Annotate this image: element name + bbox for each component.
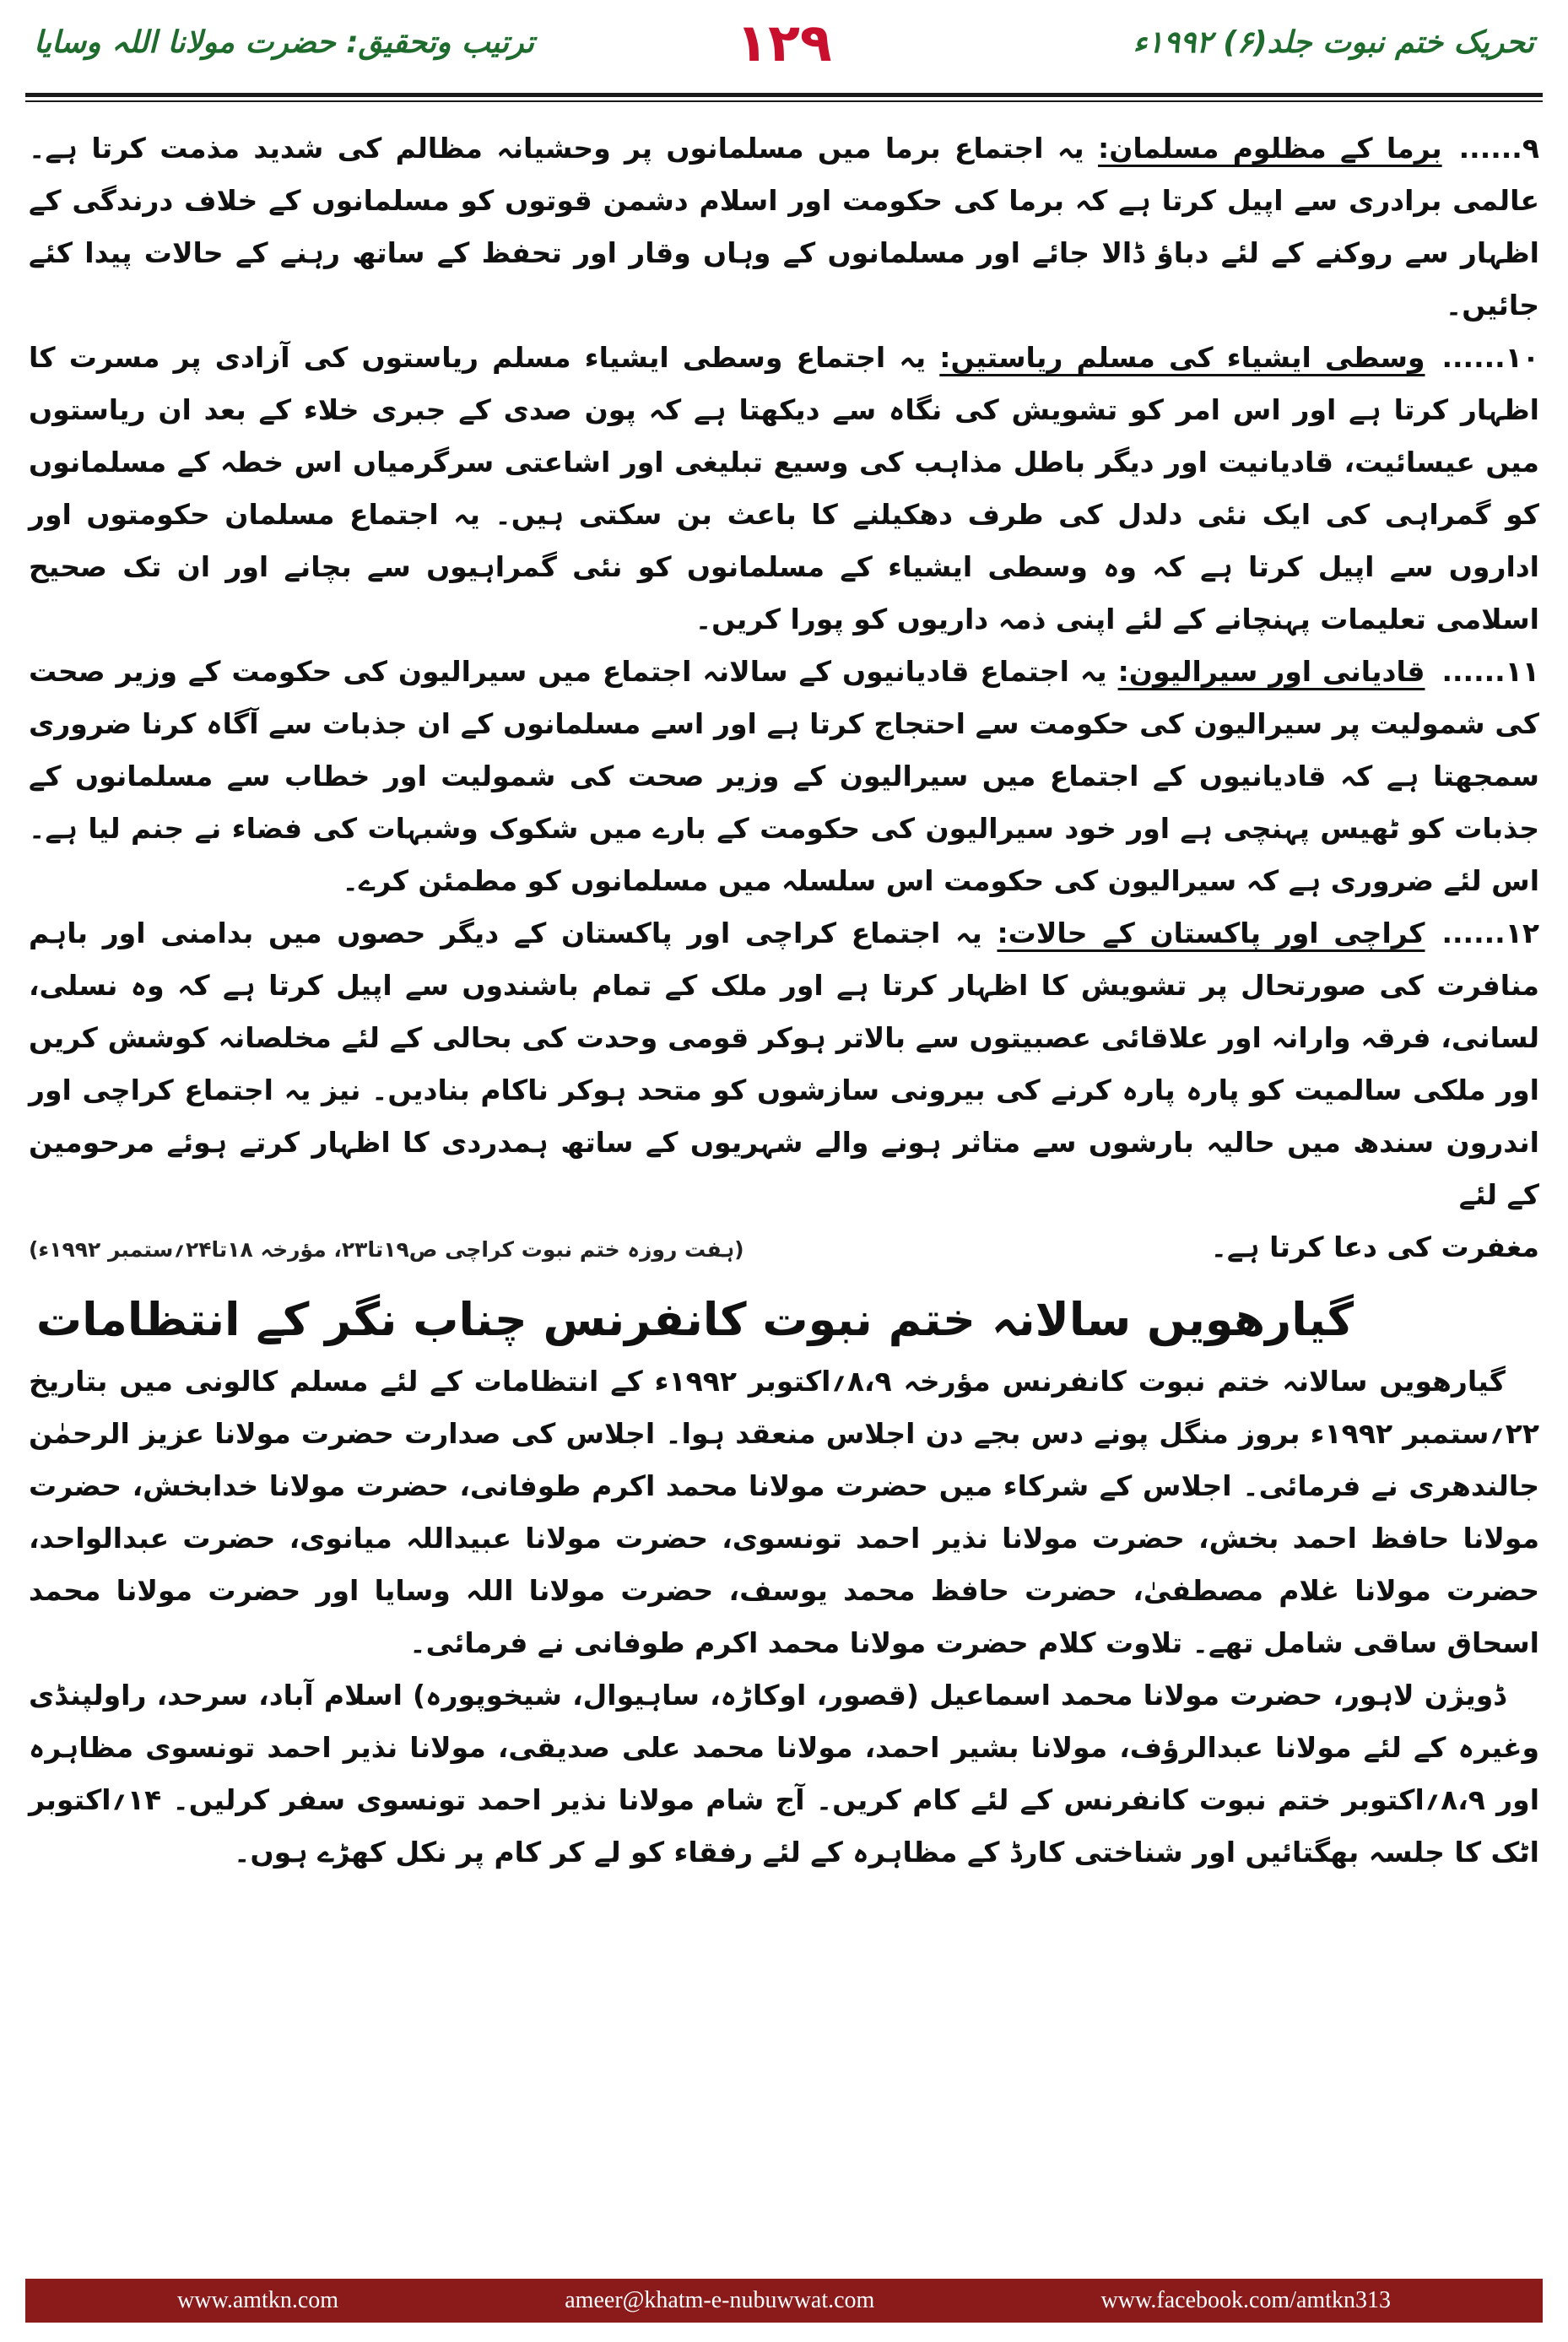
section-paragraph — [29, 1669, 1539, 1879]
paragraph-number: ۹ — [1522, 132, 1539, 165]
section-paragraph-text: ڈویژن لاہور، حضرت مولانا محمد اسماعیل (قصور، اوکاڑہ، ساہیوال، شیخوپورہ) اسلام آباد، سرحد، راولپنڈی وغیرہ کے لئے مولانا عبدالرؤف، مولانا بشیر احمد، مولانا محمد علی صدیقی، مولانا نذیر احمد تونسوی مظاہرہ اور ۸،۹؍اکتوبر ختم نبوت کانفرنس کے لئے کام کریں۔ آج شام مولانا نذیر احمد تونسوی سفر کرلیں۔ ۱۴؍اکتوبر اٹک کا جلسہ بھگتائیں اور شناختی کارڈ کے مظاہرہ کے لئے رفقاء کو لے کر کام پر نکل کھڑے ہوں۔ — [29, 1679, 1540, 1869]
paragraph-title: برما کے مظلوم مسلمان: — [1098, 132, 1442, 165]
paragraph-dots: ...... — [1441, 655, 1506, 688]
paragraph-text: یہ اجتماع کراچی اور پاکستان کے دیگر حصوں میں بدامنی اور باہم منافرت کی صورتحال پر تشویش کا اظہار کرتا ہے اور ملک کے تمام باشندوں سے اپیل کرتا ہے کہ وہ نسلی، لسانی، فرقہ وارانہ اور علاقائی عصبیتوں سے بالاتر ہوکر قومی وحدت کی بحالی کے لئے مخلصانہ کوشش کریں اور ملکی سالمیت کو پارہ پارہ کرنے کی بیرونی سازشوں کو متحد ہوکر ناکام بنادیں۔ نیز یہ اجتماع کراچی اور اندرون سندھ میں حالیہ بارشوں سے متاثر ہونے والے شہریوں کے ساتھ ہمدردی کا اظہار کرتے ہوئے مرحومین کے لئے — [29, 917, 1539, 1211]
page-content — [29, 122, 1539, 1879]
section-heading: گیارھویں سالانہ ختم نبوت کانفرنس چناب نگر کے انتظامات — [35, 1293, 1354, 1346]
resolution-paragraph — [29, 907, 1539, 1221]
page-footer — [25, 2279, 1543, 2323]
website-link[interactable]: www.amtkn.com — [177, 2287, 339, 2313]
paragraph-text: یہ اجتماع وسطی ایشیاء مسلم ریاستوں کی آزادی پر مسرت کا اظہار کرتا ہے اور اس امر کو تشویش کی نگاہ سے دیکھتا ہے کہ پون صدی کے جبری خلاء کے بعد ان ریاستوں میں عیسائیت، قادیانیت اور دیگر باطل مذاہب کی وسیع تبلیغی اور اشاعتی سرگرمیاں اس خطہ کے مسلمانوں کو گمراہی کی ایک نئی دلدل کی طرف دھکیلنے کا باعث بن سکتی ہیں۔ یہ اجتماع مسلمان حکومتوں اور اداروں سے اپیل کرتا ہے کہ وہ وسطی ایشیاء کے مسلمانوں کو نئی گمراہیوں سے بچانے اور ان تک صحیح اسلامی تعلیمات پہنچانے کے لئے اپنی ذمہ داریوں کو پورا کریں۔ — [29, 341, 1539, 636]
paragraph-text: یہ اجتماع قادیانیوں کے سالانہ اجتماع میں سیرالیون کی حکومت کے وزیر صحت کی شمولیت پر سیرالیون کی حکومت سے احتجاج کرتا ہے اور اسے مسلمانوں کے ان جذبات سے آگاہ کرنا ضروری سمجھتا ہے کہ قادیانیوں کے اجتماع میں سیرالیون کے وزیر صحت کی شمولیت اور خطاب سے مسلمانوں کے جذبات کو ٹھیس پہنچی ہے اور خود سیرالیون کی حکومت کے بارے میں شکوک وشبہات کی فضاء نے جنم لیا ہے۔ اس لئے ضروری ہے کہ سیرالیون کی حکومت اس سلسلہ میں مسلمانوں کو مطمئن کرے۔ — [29, 655, 1539, 897]
resolution-paragraph — [29, 122, 1539, 332]
page-header — [0, 0, 1568, 101]
paragraph-dots: ...... — [1441, 917, 1506, 949]
page-number: ۱۲۹ — [736, 12, 832, 73]
paragraph-number: ۱۲ — [1505, 917, 1539, 949]
paragraph-dots: ...... — [1441, 341, 1506, 374]
book-title: تحریک ختم نبوت جلد(۶) ۱۹۹۲ء — [1133, 25, 1534, 60]
header-rule-thin — [25, 100, 1543, 102]
section-paragraph — [29, 1355, 1539, 1669]
paragraph-number: ۱۱ — [1505, 655, 1539, 688]
compiler-credit: ترتیب وتحقیق: حضرت مولانا اللہ وسایا — [34, 25, 535, 60]
email-link[interactable]: ameer@khatm-e-nubuwwat.com — [565, 2287, 875, 2313]
paragraph-number: ۱۰ — [1505, 341, 1539, 374]
source-reference: (ہفت روزہ ختم نبوت کراچی ص۱۹تا۲۳، مؤرخہ ۱۸تا۲۴؍ستمبر ۱۹۹۲ء) — [29, 1237, 744, 1262]
header-rule — [25, 93, 1543, 97]
paragraph-dots: ...... — [1458, 132, 1522, 165]
resolution-paragraph — [29, 332, 1539, 646]
section-paragraph-text: گیارھویں سالانہ ختم نبوت کانفرنس مؤرخہ ۸،۹؍اکتوبر ۱۹۹۲ء کے انتظامات کے لئے مسلم کالونی میں بتاریخ ۲۲؍ستمبر ۱۹۹۲ء بروز منگل پونے دس بجے دن اجلاس منعقد ہوا۔ اجلاس کی صدارت حضرت مولانا عزیز الرحمٰن جالندھری نے فرمائی۔ اجلاس کے شرکاء میں حضرت مولانا محمد اکرم طوفانی، حضرت مولانا خدابخش، حضرت مولانا حافظ احمد بخش، حضرت مولانا نذیر احمد تونسوی، حضرت مولانا عبیداللہ میانوی، حضرت عبدالواحد، حضرت مولانا غلام مصطفیٰ، حضرت حافظ محمد یوسف، حضرت مولانا اللہ وسایا اور حضرت مولانا محمد اسحاق ساقی شامل تھے۔ تلاوت کلام حضرت مولانا محمد اکرم طوفانی نے فرمائی۔ — [29, 1365, 1539, 1659]
facebook-link[interactable]: www.facebook.com/amtkn313 — [1100, 2287, 1391, 2313]
reference-line — [29, 1221, 1539, 1276]
paragraph-title: قادیانی اور سیرالیون: — [1117, 655, 1425, 688]
paragraph-title: وسطی ایشیاء کی مسلم ریاستیں: — [939, 341, 1425, 374]
paragraph-text: یہ اجتماع برما میں مسلمانوں پر وحشیانہ مظالم کی شدید مذمت کرتا ہے۔ عالمی برادری سے اپیل کرتا ہے کہ برما کی حکومت اور اسلام دشمن قوتوں کو مسلمانوں کے خلاف درندگی کے اظہار سے روکنے کے لئے دباؤ ڈالا جائے اور مسلمانوں کے وہاں وقار اور تحفظ کے ساتھ رہنے کے حالات پیدا کئے جائیں۔ — [29, 132, 1539, 322]
paragraph-closing-line: مغفرت کی دعا کرتا ہے۔ — [1210, 1230, 1539, 1263]
resolution-paragraph — [29, 646, 1539, 907]
paragraph-title: کراچی اور پاکستان کے حالات: — [997, 917, 1425, 949]
